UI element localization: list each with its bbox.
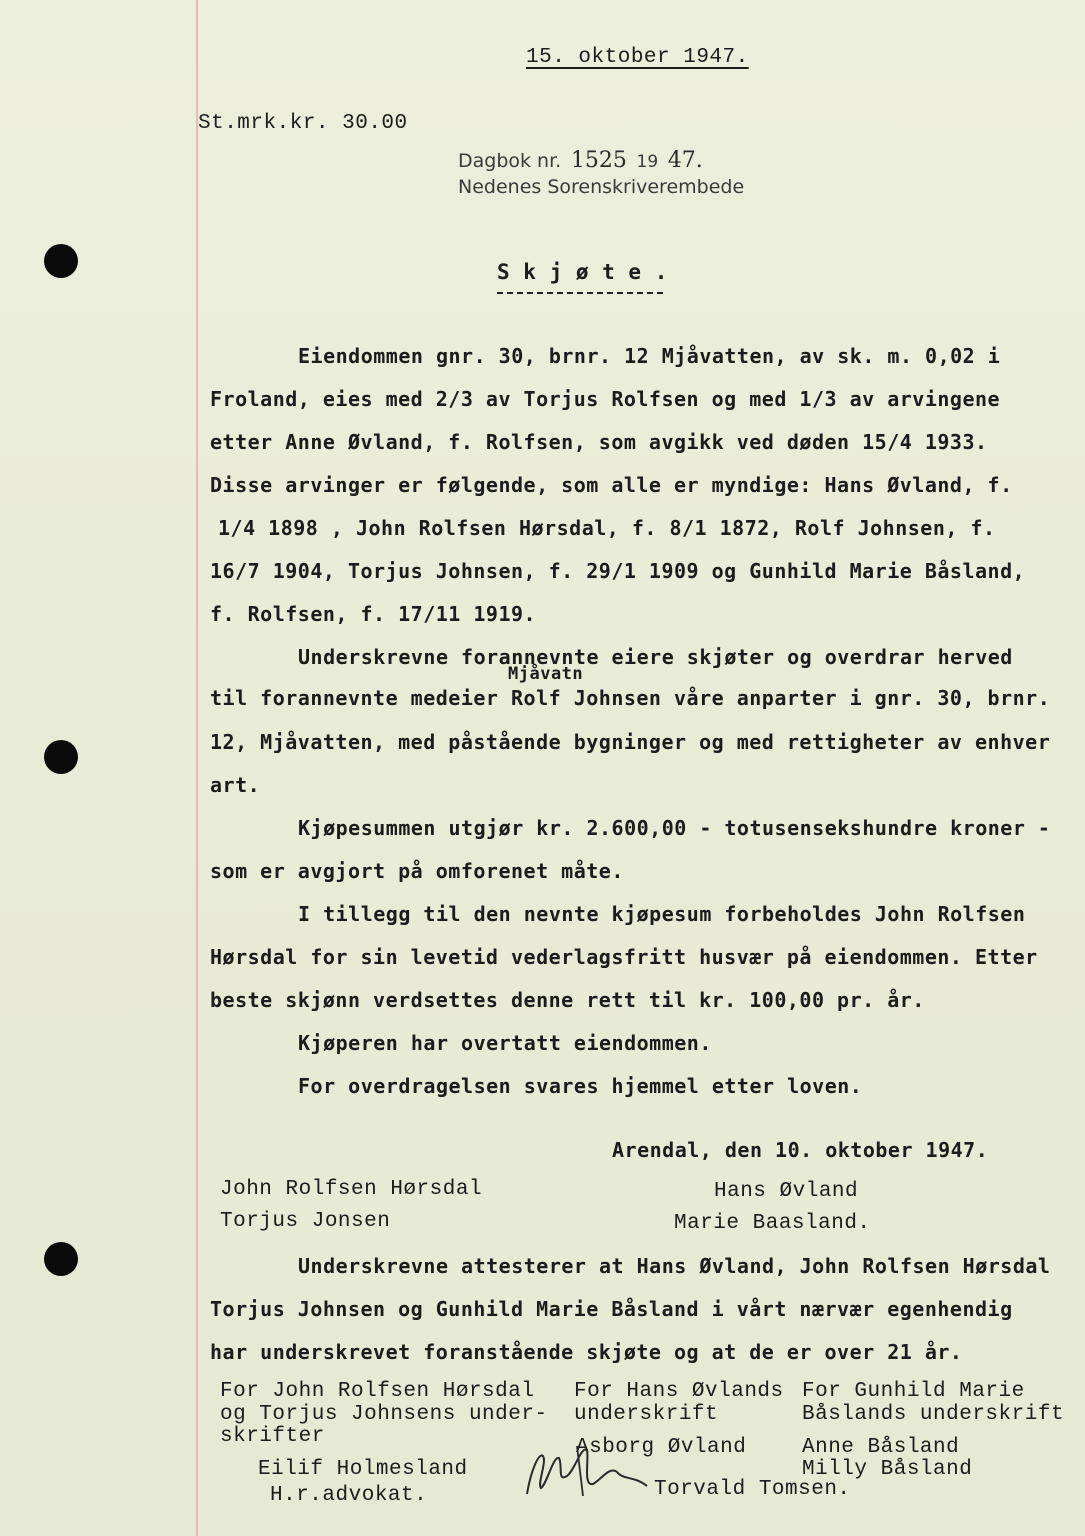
punch-hole	[44, 1242, 78, 1276]
punch-hole	[44, 244, 78, 278]
dagbok-year: 47.	[667, 148, 703, 173]
witness-col3-signer: Anne Båsland	[802, 1436, 960, 1459]
body-line: Kjøperen har overtatt eiendommen.	[298, 1031, 712, 1055]
stamp-fee: St.mrk.kr. 30.00	[198, 112, 408, 135]
handwritten-signature	[497, 1426, 667, 1506]
body-line: f. Rolfsen, f. 17/11 1919.	[210, 602, 537, 626]
title-underline	[497, 292, 663, 294]
signatory-left: Torjus Jonsen	[220, 1210, 391, 1233]
dagbok-number: 1525	[570, 148, 627, 173]
body-line: Eiendommen gnr. 30, brnr. 12 Mjåvatten, av sk. m. 0,02 i	[298, 344, 1001, 368]
dagbok-stamp	[458, 148, 703, 173]
place-date: Arendal, den 10. oktober 1947.	[612, 1138, 989, 1162]
punch-hole	[44, 740, 78, 774]
body-line: 16/7 1904, Torjus Johnsen, f. 29/1 1909 og Gunhild Marie Båsland,	[210, 559, 1026, 583]
document-date: 15. oktober 1947.	[526, 46, 749, 69]
witness-col1-line: For John Rolfsen Hørsdal	[220, 1380, 535, 1403]
signatory-right: Hans Øvland	[714, 1180, 859, 1203]
witness-col2-signer: Asborg Øvland	[576, 1436, 747, 1459]
body-line: som er avgjort på omforenet måte.	[210, 859, 624, 883]
body-line: 12, Mjåvatten, med påstående bygninger og med rettigheter av enhver	[210, 730, 1051, 754]
attest-line: Torjus Johnsen og Gunhild Marie Båsland i vårt nærvær egenhendig	[210, 1297, 1013, 1321]
witness-col1-line: skrifter	[220, 1425, 325, 1448]
body-line: beste skjønn verdsettes denne rett til kr. 100,00 pr. år.	[210, 988, 925, 1012]
body-line: til forannevnte medeier Rolf Johnsen våre anparter i gnr. 30, brnr.	[210, 686, 1051, 710]
witness-col2-signer: Torvald Tomsen.	[654, 1478, 851, 1501]
witness-col1-signer: Eilif Holmesland	[258, 1458, 468, 1481]
body-line: Underskrevne forannevnte eiere skjøter og overdrar herved	[298, 645, 1013, 669]
margin-rule	[196, 0, 198, 1536]
dagbok-year-prefix: 19	[636, 152, 659, 172]
witness-col3-line: Båslands underskrift	[802, 1403, 1065, 1426]
signatory-right: Marie Baasland.	[674, 1212, 871, 1235]
dagbok-label: Dagbok nr.	[458, 150, 562, 172]
body-line: Froland, eies med 2/3 av Torjus Rolfsen og med 1/3 av arvingene	[210, 387, 1001, 411]
body-insertion: Mjåvatn	[508, 664, 584, 684]
body-line: art.	[210, 773, 261, 797]
witness-col3-signer: Milly Båsland	[802, 1458, 973, 1481]
document-title: S k j ø t e .	[497, 260, 668, 284]
body-line: For overdragelsen svares hjemmel etter loven.	[298, 1074, 863, 1098]
body-line: Hørsdal for sin levetid vederlagsfritt husvær på eiendommen. Etter	[210, 945, 1038, 969]
witness-col1-line: og Torjus Johnsens under-	[220, 1403, 548, 1426]
body-line: 1/4 1898 , John Rolfsen Hørsdal, f. 8/1 1872, Rolf Johnsen, f.	[218, 516, 996, 540]
witness-col3-line: For Gunhild Marie	[802, 1380, 1025, 1403]
body-line: Kjøpesummen utgjør kr. 2.600,00 - totusensekshundre kroner -	[298, 816, 1051, 840]
attest-line: har underskrevet foranstående skjøte og at de er over 21 år.	[210, 1340, 963, 1364]
body-line: etter Anne Øvland, f. Rolfsen, som avgikk ved døden 15/4 1933.	[210, 430, 988, 454]
witness-col2-line: underskrift	[574, 1403, 719, 1426]
attest-line: Underskrevne attesterer at Hans Øvland, John Rolfsen Hørsdal	[298, 1254, 1051, 1278]
signatory-left: John Rolfsen Hørsdal	[220, 1178, 483, 1201]
office-stamp: Nedenes Sorenskriverembede	[458, 176, 745, 198]
witness-col1-signer: H.r.advokat.	[270, 1484, 428, 1507]
body-line: Disse arvinger er følgende, som alle er myndige: Hans Øvland, f.	[210, 473, 1013, 497]
body-line: I tillegg til den nevnte kjøpesum forbeholdes John Rolfsen	[298, 902, 1026, 926]
witness-col2-line: For Hans Øvlands	[574, 1380, 784, 1403]
